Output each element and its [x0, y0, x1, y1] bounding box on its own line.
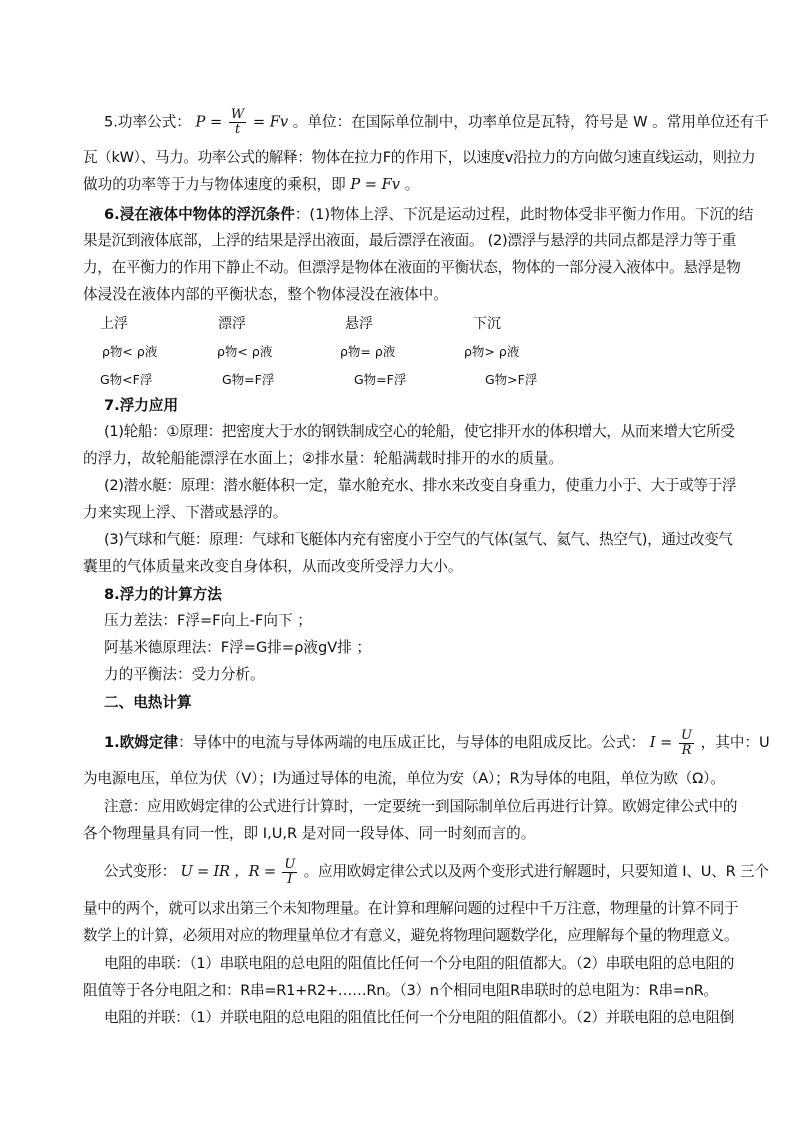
buoyancy-conditions-text-1: ：(1)物体上浮、下沉是运动过程，此时物体受非平衡力作用。下沉的结: [294, 206, 754, 223]
power-formula-line: [104, 107, 769, 137]
table-header-suspend: 悬浮: [345, 316, 373, 332]
pressure-difference-method: 压力差法：F浮=F向上-F向下 ；: [104, 612, 312, 629]
power-fraction: [229, 108, 246, 137]
table-force-rise: G物<F浮: [100, 372, 153, 387]
ohm-variation-formula-1: U = IR: [180, 863, 230, 880]
ohm-formula-lhs: I =: [649, 734, 673, 751]
ohm-variation-line-2: 量中的两个，就可以求出第三个未知物理量。在计算和理解问题的过程中千万注意，物理量的计算不同于: [83, 900, 739, 917]
ohm-numerator: U: [681, 727, 692, 743]
series-resistance-line-2: 阻值等于各分电阻之和：R串=R1+R2+……Rn。（3）n个相同电阻R串联时的总电阻为：R串=nR。: [83, 982, 718, 999]
buoyancy-conditions-line-3: 力，在平衡力的作用下静止不动。但漂浮是物体在液面的平衡状态，物体的一部分浸入液体中。悬浮是物: [83, 259, 741, 276]
buoyancy-calc-title: 8.浮力的计算方法: [104, 586, 222, 603]
table-density-suspend: ρ物= ρ液: [340, 344, 396, 359]
table-force-suspend: G物=F浮: [354, 372, 407, 387]
buoyancy-conditions-line-2: 果是沉到液体底部，上浮的结果是浮出液面，最后漂浮在液面。 (2)漂浮与悬浮的共同点都是浮力等于重: [83, 232, 737, 249]
ohm-variation-formula-2: ，R =: [234, 863, 276, 880]
balloon-text-2: 囊里的气体质量来改变自身体积，从而改变所受浮力大小。: [83, 558, 463, 575]
ohm-law-line-1: [104, 728, 770, 758]
ohm-variation-text: 。应用欧姆定律公式以及两个变形式进行解题时，只要知道 I、U、R 三个: [303, 863, 769, 880]
ohm-variation-line-1: [104, 857, 769, 887]
ohm-variation-label: 公式变形：: [104, 863, 176, 880]
power-line-3: [83, 175, 419, 195]
table-force-float: G物=F浮: [222, 372, 275, 387]
fraction-denominator: t: [234, 122, 241, 137]
power-line-2: 瓦（kW）、马力。功率公式的解释：物体在拉力F的作用下，以速度v沿拉力的方向做匀速直线运动，则拉力: [83, 149, 756, 166]
table-force-sink: G物>F浮: [485, 372, 538, 387]
power-line-3-text: 做功的功率等于力与物体速度的乘积，即: [83, 176, 346, 193]
power-formula-rhs: = Fv: [252, 113, 289, 131]
part-two-title: 二、电热计算: [104, 694, 192, 711]
buoyancy-application-title: 7.浮力应用: [104, 397, 179, 414]
ohm-denominator: R: [681, 742, 692, 758]
power-formula-lhs: P =: [195, 113, 223, 131]
ohm-fraction: [679, 729, 694, 758]
power-unit-text: 。单位：在国际单位制中，功率单位是瓦特，符号是 W 。常用单位还有千: [292, 113, 769, 131]
table-header-float: 漂浮: [218, 316, 246, 332]
power-formula-label: 5.功率公式：: [104, 113, 191, 131]
ohm-law-line-2: 为电源电压，单位为伏（V）；I为通过导体的电流，单位为安（A）；R为导体的电阻，单位为欧（Ω）。: [83, 770, 725, 787]
ohm-law-text: ：导体中的电流与导体两端的电压成正比，与导体的电阻成反比。公式：: [178, 734, 646, 751]
force-balance-method: 力的平衡法：受力分析。: [104, 666, 265, 683]
power-line-3-end: 。: [404, 176, 420, 193]
submarine-text-1: (2)潜水艇：原理：潜水艇体积一定，靠水舱充水、排水来改变自身重力，使重力小于、大于或等于浮: [104, 477, 737, 494]
ohm-variation-denominator: I: [287, 871, 293, 887]
ship-text-2: 的浮力，故轮船能漂浮在水面上；②排水量：轮船满载时排开的水的质量。: [83, 450, 564, 467]
ohm-law-title: 1.欧姆定律: [104, 734, 179, 751]
archimedes-method: 阿基米德原理法：F浮=G排=ρ液gV排 ；: [104, 639, 372, 656]
buoyancy-conditions-line-1: [104, 205, 753, 225]
ohm-variation-line-3: 数学上的计算，必须用对应的物理量单位才有意义，避免将物理问题数学化，应理解每个量的物理意义。: [83, 927, 739, 944]
power-line-3-formula: P = Fv: [350, 176, 401, 193]
buoyancy-conditions-line-4: 体浸没在液体内部的平衡状态，整个物体浸没在液体中。: [83, 286, 448, 303]
ohm-variation-numerator: U: [284, 856, 296, 872]
fraction-numerator: W: [230, 107, 245, 122]
table-density-sink: ρ物> ρ液: [464, 344, 520, 359]
ohm-law-text-end: ，其中：U: [700, 734, 770, 751]
buoyancy-conditions-title: 6.浸在液体中物体的浮沉条件: [104, 206, 295, 223]
parallel-resistance-line-1: 电阻的并联：（1）并联电阻的总电阻的阻值比任何一个分电阻的阻值都小。（2）并联电阻的总电阻倒: [104, 1009, 734, 1026]
ship-text-1: (1)轮船：①原理：把密度大于水的钢铁制成空心的轮船，使它排开水的体积增大，从而来增大它所受: [104, 423, 735, 440]
table-header-rise: 上浮: [100, 316, 128, 332]
table-density-rise: ρ物< ρ液: [102, 344, 158, 359]
table-density-float: ρ物< ρ液: [217, 344, 273, 359]
series-resistance-line-1: 电阻的串联：（1）串联电阻的总电阻的阻值比任何一个分电阻的阻值都大。（2）串联电阻的总电阻的: [104, 955, 734, 972]
ohm-note-line-1: 注意：应用欧姆定律的公式进行计算时，一定要统一到国际制单位后再进行计算。欧姆定律公式中的: [104, 798, 738, 815]
ohm-variation-fraction: [282, 858, 297, 887]
submarine-text-2: 力来实现上浮、下潜或悬浮的。: [83, 504, 288, 521]
table-header-sink: 下沉: [473, 316, 501, 332]
ohm-note-line-2: 各个物理量具有同一性，即 I,U,R 是对同一段导体、同一时刻而言的。: [83, 825, 536, 842]
balloon-text-1: (3)气球和气艇：原理：气球和飞艇体内充有密度小于空气的气体(氢气、氦气、热空气)，通过改变气: [104, 531, 733, 548]
